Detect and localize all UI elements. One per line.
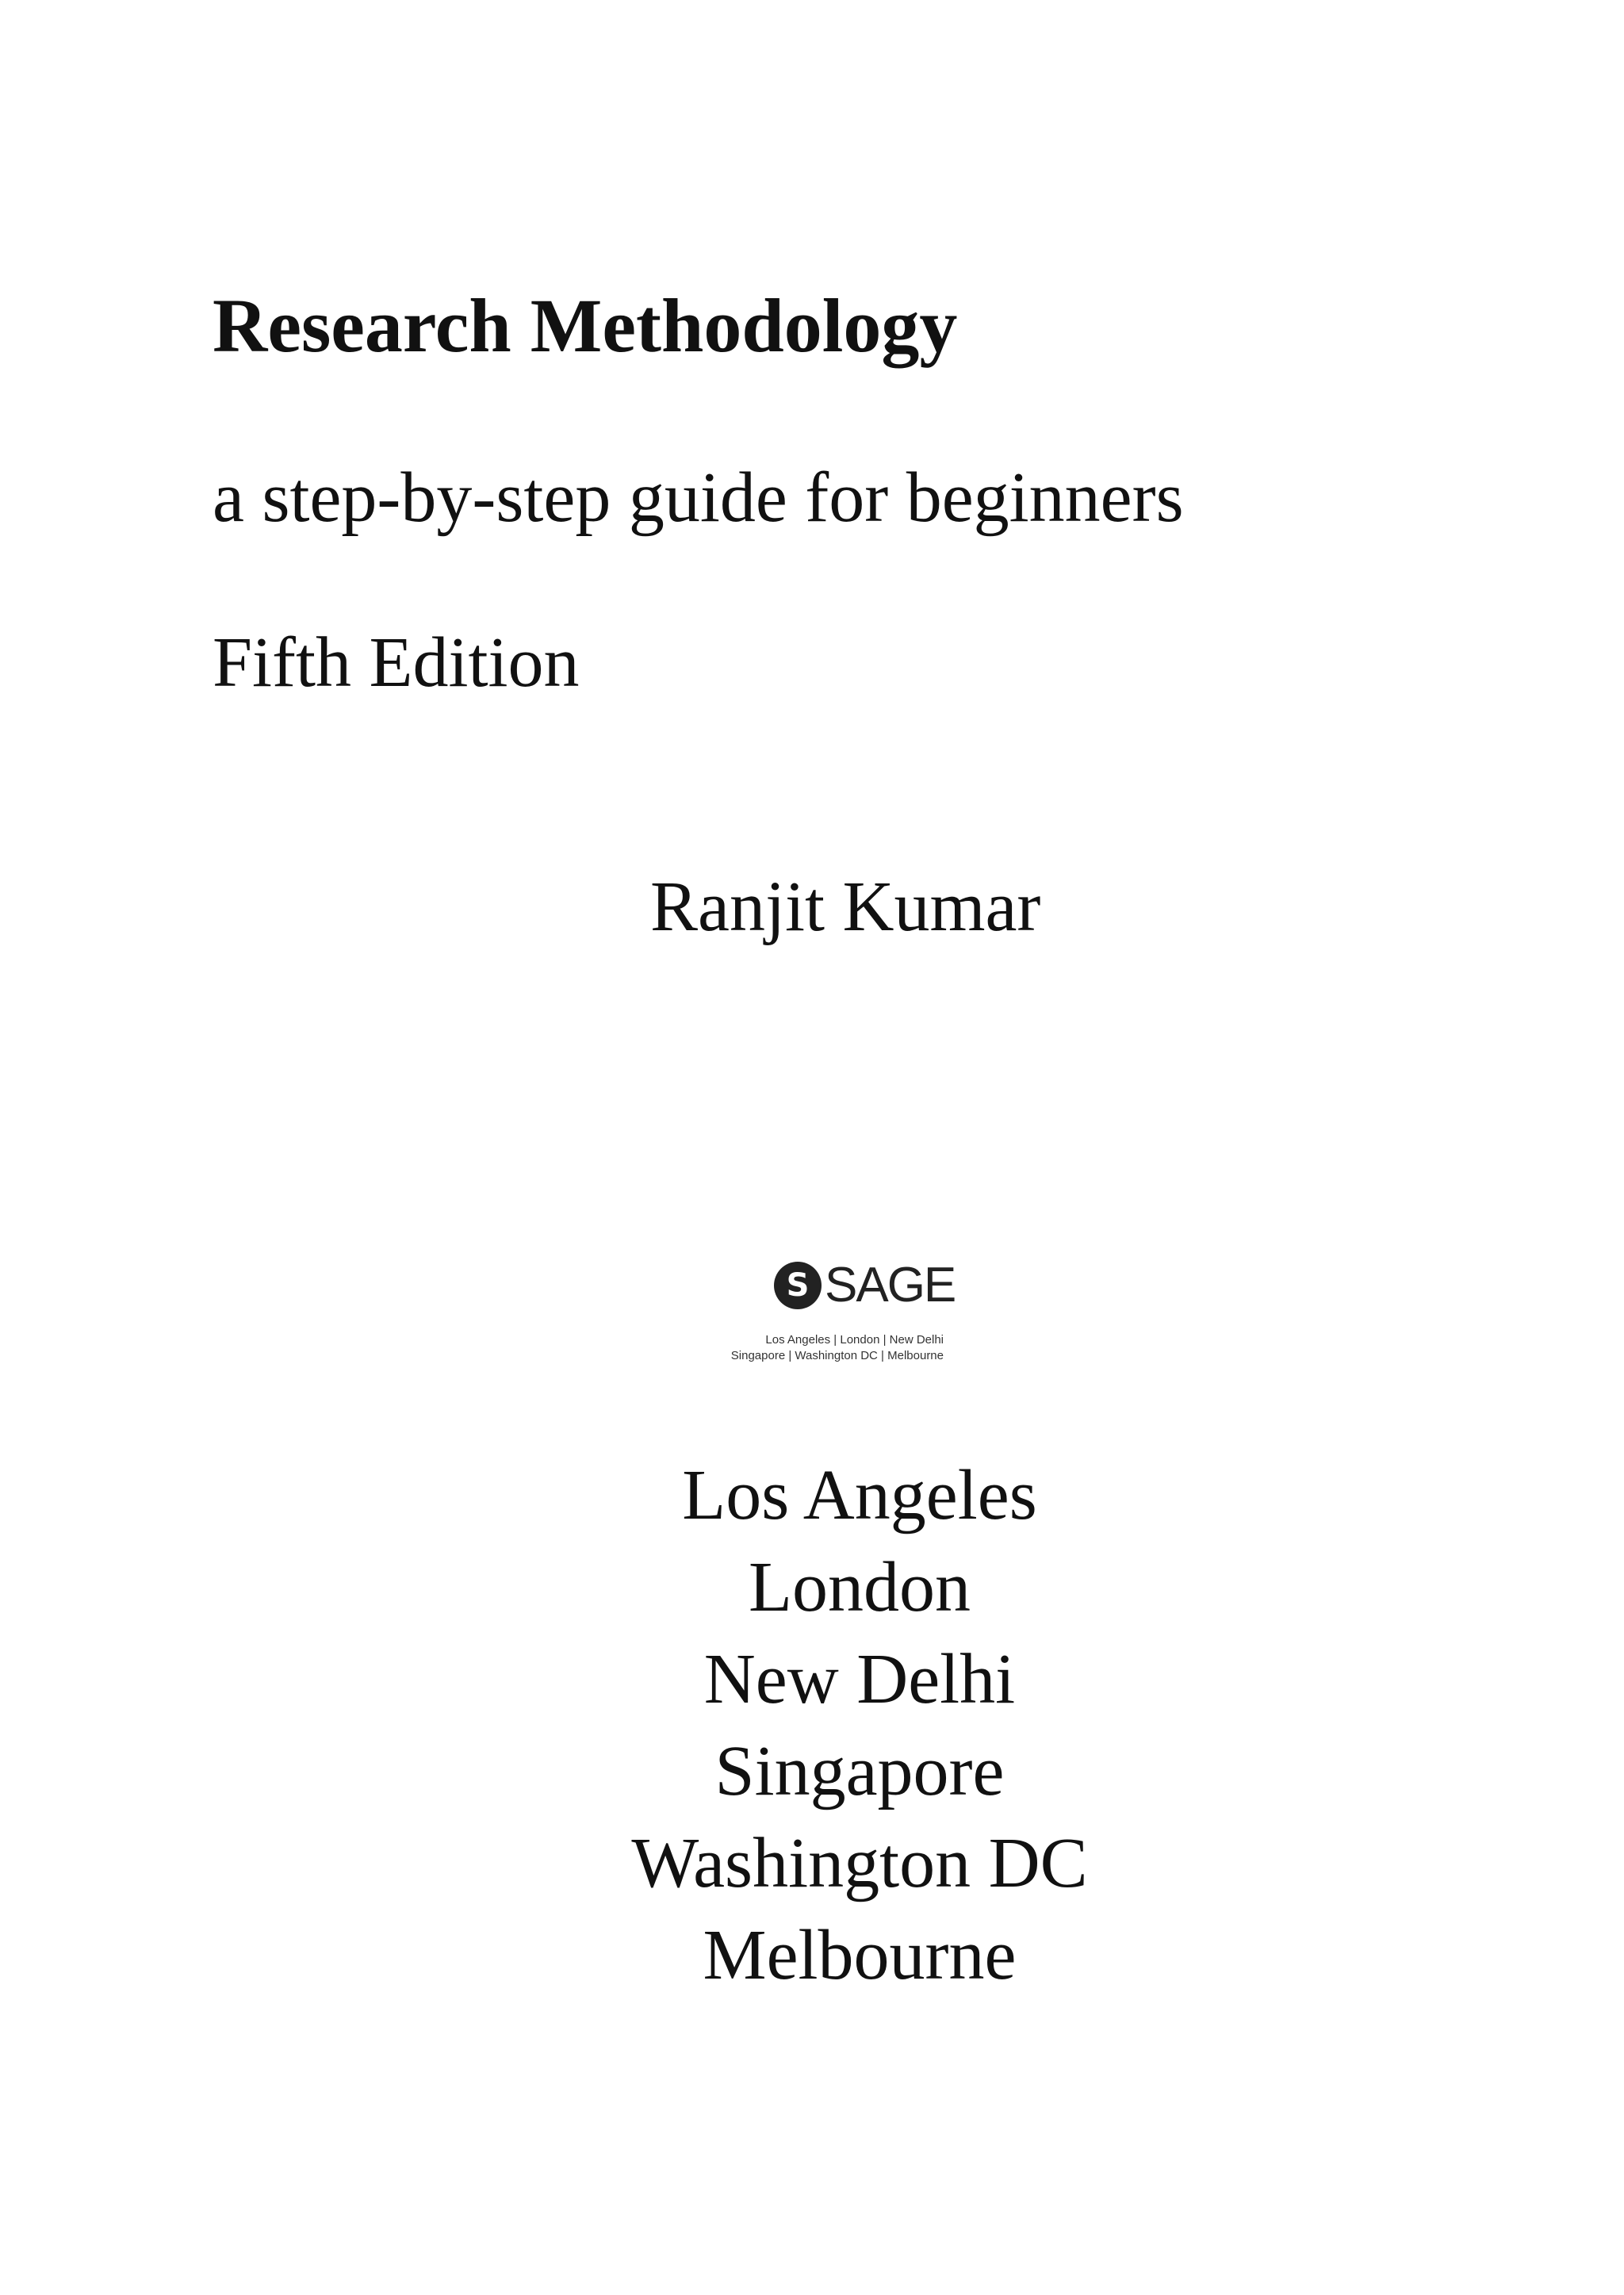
publisher-logo [690, 1253, 956, 1372]
publisher-cities-list [0, 1450, 1624, 2002]
city-item: Los Angeles [682, 1456, 1037, 1534]
logo-wordmark: SAGE [825, 1258, 956, 1312]
book-subtitle: a step-by-step guide for beginners [213, 458, 1184, 537]
logo-locations-line-1: Los Angeles | London | New Delhi [765, 1333, 944, 1347]
logo-mark [774, 1258, 955, 1313]
author-name: Ranjit Kumar [650, 868, 1041, 946]
city-item: London [749, 1548, 971, 1626]
book-title: Research Methodology [213, 283, 958, 368]
edition-label: Fifth Edition [213, 623, 580, 702]
sage-s-circle-icon: S [774, 1262, 822, 1309]
city-item: Singapore [714, 1732, 1005, 1810]
city-item: Washington DC [631, 1824, 1088, 1902]
city-item: New Delhi [703, 1640, 1016, 1718]
city-item: Melbourne [703, 1916, 1017, 1994]
logo-locations-line-2: Singapore | Washington DC | Melbourne [730, 1349, 944, 1362]
